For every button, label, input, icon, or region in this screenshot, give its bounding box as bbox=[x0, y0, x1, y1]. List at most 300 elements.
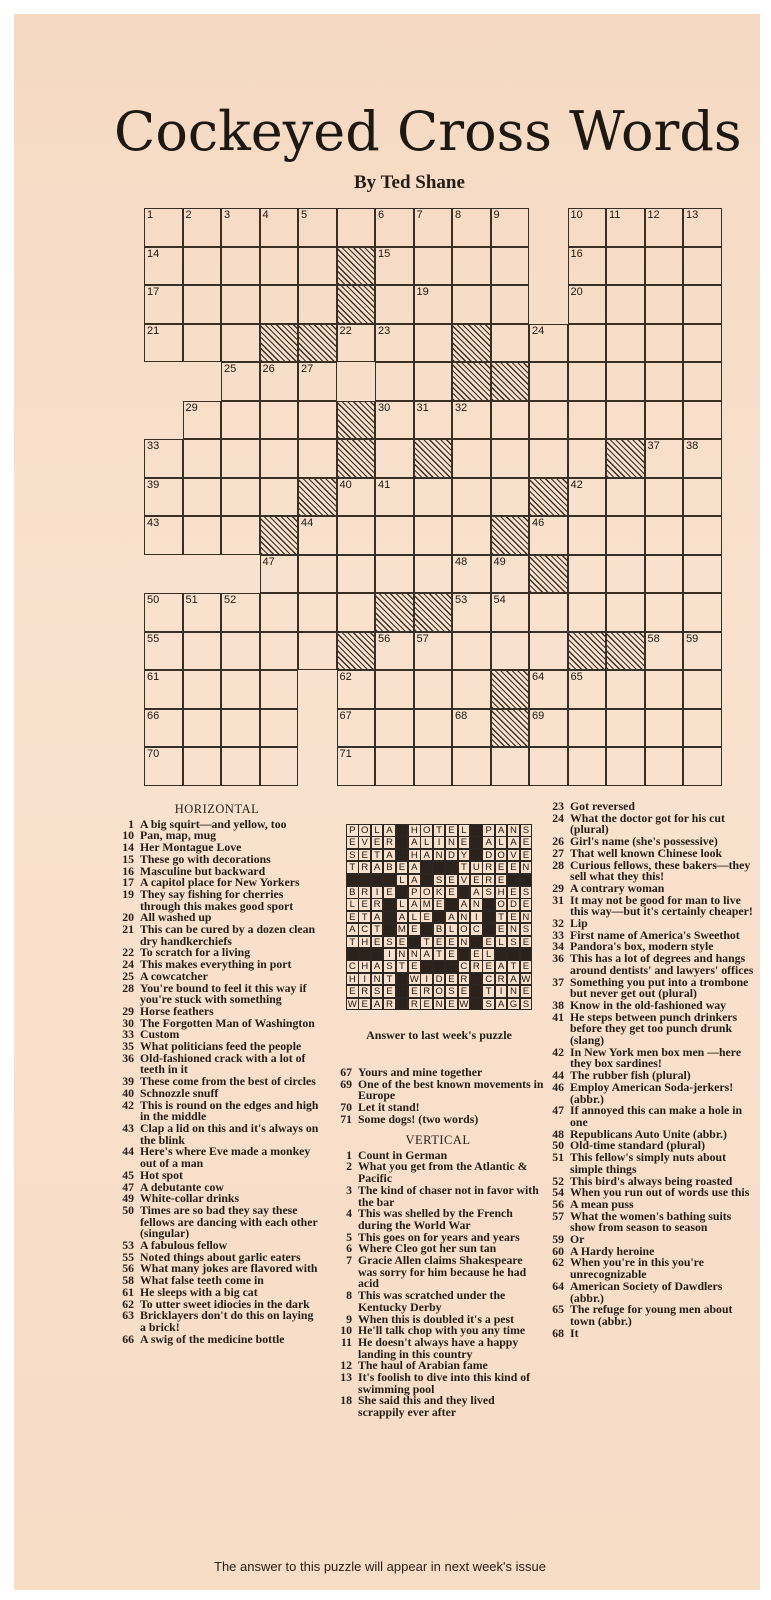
grid-cell[interactable] bbox=[529, 747, 568, 786]
answer-cell: E bbox=[445, 874, 458, 887]
grid-cell[interactable] bbox=[260, 285, 299, 324]
grid-cell[interactable] bbox=[606, 516, 645, 555]
grid-cell[interactable] bbox=[645, 670, 684, 709]
answer-cell: R bbox=[358, 886, 371, 899]
grid-cell[interactable] bbox=[221, 516, 260, 555]
grid-cell[interactable] bbox=[568, 324, 607, 363]
clue-item bbox=[544, 1044, 756, 1071]
grid-cell[interactable] bbox=[491, 324, 530, 363]
answer-cell: T bbox=[371, 923, 384, 936]
grid-cell[interactable] bbox=[452, 439, 491, 478]
grid-cell[interactable] bbox=[337, 324, 376, 363]
answer-black-cell bbox=[470, 998, 483, 1011]
grid-cell[interactable] bbox=[491, 247, 530, 286]
grid-cell[interactable] bbox=[221, 401, 260, 440]
answer-cell: E bbox=[482, 960, 495, 973]
grid-cell[interactable] bbox=[337, 478, 376, 517]
grid-cell[interactable] bbox=[568, 439, 607, 478]
grid-cell[interactable] bbox=[606, 247, 645, 286]
clue-number: 64 bbox=[532, 671, 545, 683]
clue-number: 1 bbox=[147, 209, 154, 221]
grid-cell[interactable] bbox=[260, 401, 299, 440]
clue-number: 68 bbox=[455, 709, 468, 722]
clue-number: 18 bbox=[340, 1393, 352, 1408]
grid-cell[interactable] bbox=[183, 593, 222, 632]
grid-cell[interactable] bbox=[221, 709, 260, 748]
grid-cell[interactable] bbox=[375, 478, 414, 517]
grid-cell[interactable] bbox=[144, 709, 183, 748]
clue-text: This is round on the edges and high in the middle bbox=[140, 1097, 319, 1124]
answer-cell: T bbox=[358, 911, 371, 924]
grid-cell[interactable] bbox=[260, 208, 299, 247]
grid-cell[interactable] bbox=[221, 747, 260, 786]
grid-cell[interactable] bbox=[414, 285, 453, 324]
answer-cell: E bbox=[495, 923, 508, 936]
clue-text: In New York men box men —here they box sardines! bbox=[570, 1044, 742, 1071]
clue-number: 28 bbox=[552, 857, 564, 872]
answer-cell: E bbox=[445, 936, 458, 949]
grid-cell[interactable] bbox=[298, 285, 337, 324]
clue-text: This fellow's simply nuts about simple things bbox=[570, 1150, 727, 1176]
answer-cell: E bbox=[371, 936, 384, 949]
clue-number: 56 bbox=[378, 632, 391, 645]
grid-cell[interactable] bbox=[375, 285, 414, 324]
grid-cell[interactable] bbox=[414, 208, 453, 247]
grid-cell[interactable] bbox=[337, 555, 376, 594]
grid-cell[interactable] bbox=[298, 593, 337, 632]
grid-cell[interactable] bbox=[683, 247, 722, 286]
grid-cell[interactable] bbox=[645, 324, 684, 363]
grid-cell[interactable] bbox=[606, 555, 645, 594]
grid-cell[interactable] bbox=[452, 555, 491, 594]
grid-cell[interactable] bbox=[606, 401, 645, 440]
answer-cell: I bbox=[383, 948, 396, 961]
answer-cell: A bbox=[507, 973, 520, 986]
grid-cell[interactable] bbox=[683, 478, 722, 517]
grid-cell[interactable] bbox=[375, 709, 414, 748]
grid-cell[interactable] bbox=[683, 362, 722, 401]
grid-cell[interactable] bbox=[683, 516, 722, 555]
clue-number: 15 bbox=[122, 851, 134, 866]
grid-cell[interactable] bbox=[414, 632, 453, 671]
grid-cell[interactable] bbox=[683, 401, 722, 440]
vertical-clues-continued bbox=[544, 801, 756, 1339]
answer-cell: U bbox=[470, 861, 483, 874]
grid-cell[interactable] bbox=[183, 208, 222, 247]
clue-text: The Forgotten Man of Washington bbox=[140, 1015, 315, 1030]
grid-cell[interactable] bbox=[491, 285, 530, 324]
grid-cell[interactable] bbox=[375, 439, 414, 478]
grid-cell[interactable] bbox=[645, 362, 684, 401]
grid-cell[interactable] bbox=[606, 593, 645, 632]
grid-cell[interactable] bbox=[414, 478, 453, 517]
grid-cell[interactable] bbox=[645, 247, 684, 286]
answer-cell: A bbox=[445, 911, 458, 924]
grid-cell[interactable] bbox=[683, 285, 722, 324]
answer-black-cell bbox=[433, 911, 446, 924]
grid-cell[interactable] bbox=[183, 632, 222, 671]
grid-cell[interactable] bbox=[221, 439, 260, 478]
grid-cell[interactable] bbox=[683, 208, 722, 247]
grid-cell[interactable] bbox=[414, 324, 453, 363]
grid-cell[interactable] bbox=[606, 208, 645, 247]
grid-cell[interactable] bbox=[183, 670, 222, 709]
grid-cell[interactable] bbox=[645, 747, 684, 786]
grid-cell[interactable] bbox=[337, 593, 376, 632]
grid-cell[interactable] bbox=[260, 747, 299, 786]
answer-cell: L bbox=[346, 898, 359, 911]
grid-cell[interactable] bbox=[452, 401, 491, 440]
clue-item bbox=[114, 1120, 320, 1147]
clue-number: 9 bbox=[493, 209, 500, 221]
grid-cell[interactable] bbox=[568, 478, 607, 517]
grid-cell[interactable] bbox=[144, 516, 183, 555]
grid-cell[interactable] bbox=[298, 362, 337, 401]
clue-number: 63 bbox=[122, 1308, 134, 1323]
answer-cell: E bbox=[445, 886, 458, 899]
grid-cell[interactable] bbox=[683, 632, 722, 671]
grid-cell[interactable] bbox=[144, 208, 183, 247]
clue-text: The rubber fish (plural) bbox=[570, 1068, 691, 1083]
grid-cell[interactable] bbox=[645, 516, 684, 555]
grid-cell[interactable] bbox=[183, 709, 222, 748]
answer-cell: O bbox=[458, 923, 471, 936]
grid-cell[interactable] bbox=[375, 555, 414, 594]
clue-text: Or bbox=[570, 1232, 585, 1247]
clue-number: 12 bbox=[340, 1358, 352, 1373]
grid-cell[interactable] bbox=[183, 401, 222, 440]
answer-black-cell bbox=[507, 948, 520, 961]
grid-cell[interactable] bbox=[452, 593, 491, 632]
grid-cell[interactable] bbox=[414, 747, 453, 786]
clue-number: 8 bbox=[346, 1288, 352, 1303]
clue-text: This has a lot of degrees and hangs around dentists' and lawyers' offices bbox=[570, 951, 754, 977]
grid-cell[interactable] bbox=[375, 362, 414, 401]
clue-number: 41 bbox=[378, 478, 391, 491]
grid-cell[interactable] bbox=[414, 247, 453, 286]
clue-number: 26 bbox=[552, 834, 564, 849]
grid-cell[interactable] bbox=[260, 593, 299, 632]
clue-number: 29 bbox=[122, 1003, 134, 1018]
grid-cell[interactable] bbox=[298, 247, 337, 286]
grid-cell[interactable] bbox=[221, 247, 260, 286]
clue-number: 30 bbox=[122, 1015, 134, 1030]
grid-cell[interactable] bbox=[260, 439, 299, 478]
answer-cell: R bbox=[420, 985, 433, 998]
grid-cell[interactable] bbox=[260, 632, 299, 671]
clue-item bbox=[114, 1331, 320, 1346]
grid-cell[interactable] bbox=[683, 324, 722, 363]
grid-cell[interactable] bbox=[491, 555, 530, 594]
clue-item bbox=[332, 1372, 544, 1395]
grid-cell[interactable] bbox=[568, 247, 607, 286]
answer-cell: T bbox=[420, 936, 433, 949]
answer-cell: G bbox=[507, 998, 520, 1011]
answer-black-cell bbox=[470, 985, 483, 998]
clue-text: Got reversed bbox=[570, 799, 635, 813]
grid-cell[interactable] bbox=[337, 670, 376, 709]
grid-cell[interactable] bbox=[414, 516, 453, 555]
grid-cell[interactable] bbox=[529, 324, 568, 363]
grid-cell[interactable] bbox=[144, 324, 183, 363]
grid-cell[interactable] bbox=[568, 401, 607, 440]
answer-black-cell bbox=[433, 861, 446, 874]
grid-cell[interactable] bbox=[452, 632, 491, 671]
answer-black-cell bbox=[470, 849, 483, 862]
grid-cell[interactable] bbox=[414, 555, 453, 594]
clue-text: A big squirt—and yellow, too bbox=[140, 816, 287, 831]
grid-cell[interactable] bbox=[452, 670, 491, 709]
answer-black-cell bbox=[396, 886, 409, 899]
grid-cell[interactable] bbox=[221, 478, 260, 517]
grid-cell[interactable] bbox=[375, 516, 414, 555]
grid-cell[interactable] bbox=[183, 285, 222, 324]
answer-cell: M bbox=[396, 923, 409, 936]
grid-cell[interactable] bbox=[568, 516, 607, 555]
grid-cell[interactable] bbox=[568, 593, 607, 632]
grid-cell[interactable] bbox=[568, 362, 607, 401]
grid-cell[interactable] bbox=[183, 247, 222, 286]
grid-cell[interactable] bbox=[375, 747, 414, 786]
grid-cell[interactable] bbox=[452, 516, 491, 555]
clue-text: A Hardy heroine bbox=[570, 1243, 655, 1258]
grid-cell[interactable] bbox=[144, 670, 183, 709]
clue-number: 7 bbox=[346, 1253, 352, 1268]
grid-cell[interactable] bbox=[144, 285, 183, 324]
grid-cell[interactable] bbox=[645, 478, 684, 517]
answer-cell: E bbox=[520, 849, 533, 862]
grid-cell[interactable] bbox=[183, 439, 222, 478]
clue-number: 56 bbox=[552, 1196, 564, 1211]
grid-cell[interactable] bbox=[221, 285, 260, 324]
grid-cell[interactable] bbox=[260, 247, 299, 286]
grid-cell[interactable] bbox=[144, 747, 183, 786]
grid-cell[interactable] bbox=[568, 670, 607, 709]
answer-cell: S bbox=[482, 998, 495, 1011]
grid-shaded-cell bbox=[568, 632, 607, 671]
grid-cell[interactable] bbox=[491, 747, 530, 786]
answer-cell: S bbox=[383, 936, 396, 949]
grid-cell[interactable] bbox=[568, 709, 607, 748]
grid-cell[interactable] bbox=[683, 439, 722, 478]
grid-cell[interactable] bbox=[414, 362, 453, 401]
answer-cell: N bbox=[396, 948, 409, 961]
grid-cell[interactable] bbox=[260, 709, 299, 748]
grid-cell[interactable] bbox=[144, 247, 183, 286]
grid-cell[interactable] bbox=[491, 439, 530, 478]
answer-cell: E bbox=[520, 985, 533, 998]
answer-cell: E bbox=[420, 998, 433, 1011]
clue-number: 46 bbox=[552, 1079, 564, 1094]
grid-cell[interactable] bbox=[298, 401, 337, 440]
clue-number: 65 bbox=[570, 671, 583, 683]
grid-cell[interactable] bbox=[683, 593, 722, 632]
clue-number: 23 bbox=[378, 324, 391, 337]
answer-cell: R bbox=[495, 973, 508, 986]
clue-number: 34 bbox=[552, 939, 564, 954]
grid-cell[interactable] bbox=[337, 516, 376, 555]
clue-number: 53 bbox=[122, 1238, 134, 1253]
grid-cell[interactable] bbox=[645, 401, 684, 440]
clue-text: Times are so bad they say these fellows are dancing with each other (singular) bbox=[140, 1202, 318, 1241]
grid-cell[interactable] bbox=[221, 324, 260, 363]
grid-cell[interactable] bbox=[221, 362, 260, 401]
grid-cell[interactable] bbox=[568, 208, 607, 247]
grid-cell[interactable] bbox=[375, 632, 414, 671]
clue-number: 10 bbox=[570, 209, 583, 221]
clue-number: 30 bbox=[378, 401, 391, 414]
clue-number: 47 bbox=[552, 1103, 564, 1118]
grid-shaded-cell bbox=[414, 593, 453, 632]
answer-cell: R bbox=[358, 985, 371, 998]
clue-number: 62 bbox=[552, 1255, 564, 1270]
grid-cell[interactable] bbox=[144, 478, 183, 517]
grid-cell[interactable] bbox=[260, 555, 299, 594]
grid-cell[interactable] bbox=[298, 632, 337, 671]
grid-cell[interactable] bbox=[260, 478, 299, 517]
grid-cell[interactable] bbox=[452, 478, 491, 517]
grid-cell[interactable] bbox=[260, 670, 299, 709]
grid-cell[interactable] bbox=[568, 285, 607, 324]
grid-cell[interactable] bbox=[452, 285, 491, 324]
grid-cell[interactable] bbox=[606, 747, 645, 786]
grid-cell[interactable] bbox=[221, 593, 260, 632]
grid-cell[interactable] bbox=[375, 670, 414, 709]
clue-text: A fabulous fellow bbox=[140, 1238, 228, 1253]
answer-cell: E bbox=[507, 911, 520, 924]
answer-cell: D bbox=[507, 898, 520, 911]
grid-cell[interactable] bbox=[529, 593, 568, 632]
grid-cell[interactable] bbox=[529, 709, 568, 748]
clue-number: 59 bbox=[686, 632, 699, 645]
grid-cell[interactable] bbox=[529, 670, 568, 709]
grid-cell[interactable] bbox=[375, 247, 414, 286]
answer-cell: E bbox=[470, 948, 483, 961]
grid-cell[interactable] bbox=[375, 208, 414, 247]
grid-cell[interactable] bbox=[606, 362, 645, 401]
answer-cell: H bbox=[346, 973, 359, 986]
grid-cell[interactable] bbox=[529, 401, 568, 440]
grid-cell[interactable] bbox=[452, 747, 491, 786]
grid-cell[interactable] bbox=[683, 555, 722, 594]
grid-cell[interactable] bbox=[683, 670, 722, 709]
grid-cell[interactable] bbox=[645, 632, 684, 671]
grid-cell[interactable] bbox=[491, 593, 530, 632]
grid-cell[interactable] bbox=[144, 439, 183, 478]
grid-cell[interactable] bbox=[491, 208, 530, 247]
answer-black-cell bbox=[482, 911, 495, 924]
grid-cell[interactable] bbox=[337, 709, 376, 748]
grid-cell[interactable] bbox=[221, 670, 260, 709]
grid-cell[interactable] bbox=[491, 478, 530, 517]
grid-cell[interactable] bbox=[529, 439, 568, 478]
answer-cell: N bbox=[507, 985, 520, 998]
grid-cell[interactable] bbox=[298, 439, 337, 478]
answer-black-cell bbox=[420, 874, 433, 887]
grid-cell[interactable] bbox=[491, 632, 530, 671]
grid-cell[interactable] bbox=[183, 747, 222, 786]
clue-item bbox=[544, 1304, 756, 1327]
grid-cell[interactable] bbox=[645, 555, 684, 594]
grid-cell[interactable] bbox=[645, 439, 684, 478]
grid-cell[interactable] bbox=[375, 324, 414, 363]
clue-text: He doesn't always have a happy landing in this country bbox=[358, 1334, 519, 1361]
answer-cell: S bbox=[520, 998, 533, 1011]
grid-cell[interactable] bbox=[414, 670, 453, 709]
answer-black-cell bbox=[396, 849, 409, 862]
grid-cell[interactable] bbox=[645, 593, 684, 632]
grid-cell[interactable] bbox=[414, 709, 453, 748]
grid-cell[interactable] bbox=[414, 401, 453, 440]
clue-number: 20 bbox=[570, 286, 583, 298]
grid-cell[interactable] bbox=[606, 285, 645, 324]
clue-number: 59 bbox=[552, 1232, 564, 1247]
grid-cell[interactable] bbox=[645, 208, 684, 247]
grid-cell[interactable] bbox=[221, 208, 260, 247]
grid-cell[interactable] bbox=[183, 516, 222, 555]
answer-cell: O bbox=[495, 849, 508, 862]
grid-cell[interactable] bbox=[491, 401, 530, 440]
answer-cell: L bbox=[495, 836, 508, 849]
clue-number: 25 bbox=[122, 968, 134, 983]
grid-cell[interactable] bbox=[221, 632, 260, 671]
grid-cell[interactable] bbox=[645, 709, 684, 748]
grid-cell[interactable] bbox=[683, 747, 722, 786]
grid-cell[interactable] bbox=[606, 478, 645, 517]
grid-cell[interactable] bbox=[606, 670, 645, 709]
answer-cell: T bbox=[482, 985, 495, 998]
grid-cell[interactable] bbox=[183, 478, 222, 517]
grid-cell[interactable] bbox=[529, 362, 568, 401]
grid-cell[interactable] bbox=[298, 208, 337, 247]
grid-cell[interactable] bbox=[452, 709, 491, 748]
clue-number: 32 bbox=[552, 916, 564, 931]
grid-cell[interactable] bbox=[606, 324, 645, 363]
grid-cell[interactable] bbox=[260, 362, 299, 401]
grid-cell[interactable] bbox=[337, 747, 376, 786]
grid-cell[interactable] bbox=[529, 516, 568, 555]
grid-shaded-cell bbox=[337, 632, 376, 671]
page-title: Cockeyed Cross Words bbox=[114, 100, 742, 163]
grid-cell[interactable] bbox=[144, 593, 183, 632]
clue-text: The kind of chaser not in favor with the bar bbox=[358, 1182, 539, 1209]
clue-text: It's foolish to dive into this kind of swimming pool bbox=[358, 1370, 531, 1396]
grid-cell[interactable] bbox=[683, 709, 722, 748]
answer-cell: R bbox=[371, 898, 384, 911]
grid-cell[interactable] bbox=[645, 285, 684, 324]
grid-cell[interactable] bbox=[298, 516, 337, 555]
grid-cell[interactable] bbox=[144, 632, 183, 671]
grid-cell[interactable] bbox=[568, 747, 607, 786]
grid-cell[interactable] bbox=[452, 208, 491, 247]
answer-cell: E bbox=[346, 911, 359, 924]
grid-cell[interactable] bbox=[298, 555, 337, 594]
grid-cell[interactable] bbox=[568, 555, 607, 594]
clue-text: Pandora's box, modern style bbox=[570, 939, 714, 954]
answer-black-cell bbox=[383, 874, 396, 887]
grid-cell[interactable] bbox=[337, 208, 376, 247]
clue-text: What the women's bathing suits show from season to season bbox=[570, 1208, 732, 1235]
grid-cell[interactable] bbox=[529, 632, 568, 671]
clue-item bbox=[114, 1202, 320, 1241]
clue-text: Republicans Auto Unite (abbr.) bbox=[570, 1126, 727, 1141]
grid-cell[interactable] bbox=[183, 324, 222, 363]
grid-cell[interactable] bbox=[452, 247, 491, 286]
grid-cell[interactable] bbox=[606, 709, 645, 748]
grid-cell[interactable] bbox=[375, 401, 414, 440]
clue-text: It bbox=[570, 1325, 579, 1340]
clue-item bbox=[114, 1146, 320, 1169]
